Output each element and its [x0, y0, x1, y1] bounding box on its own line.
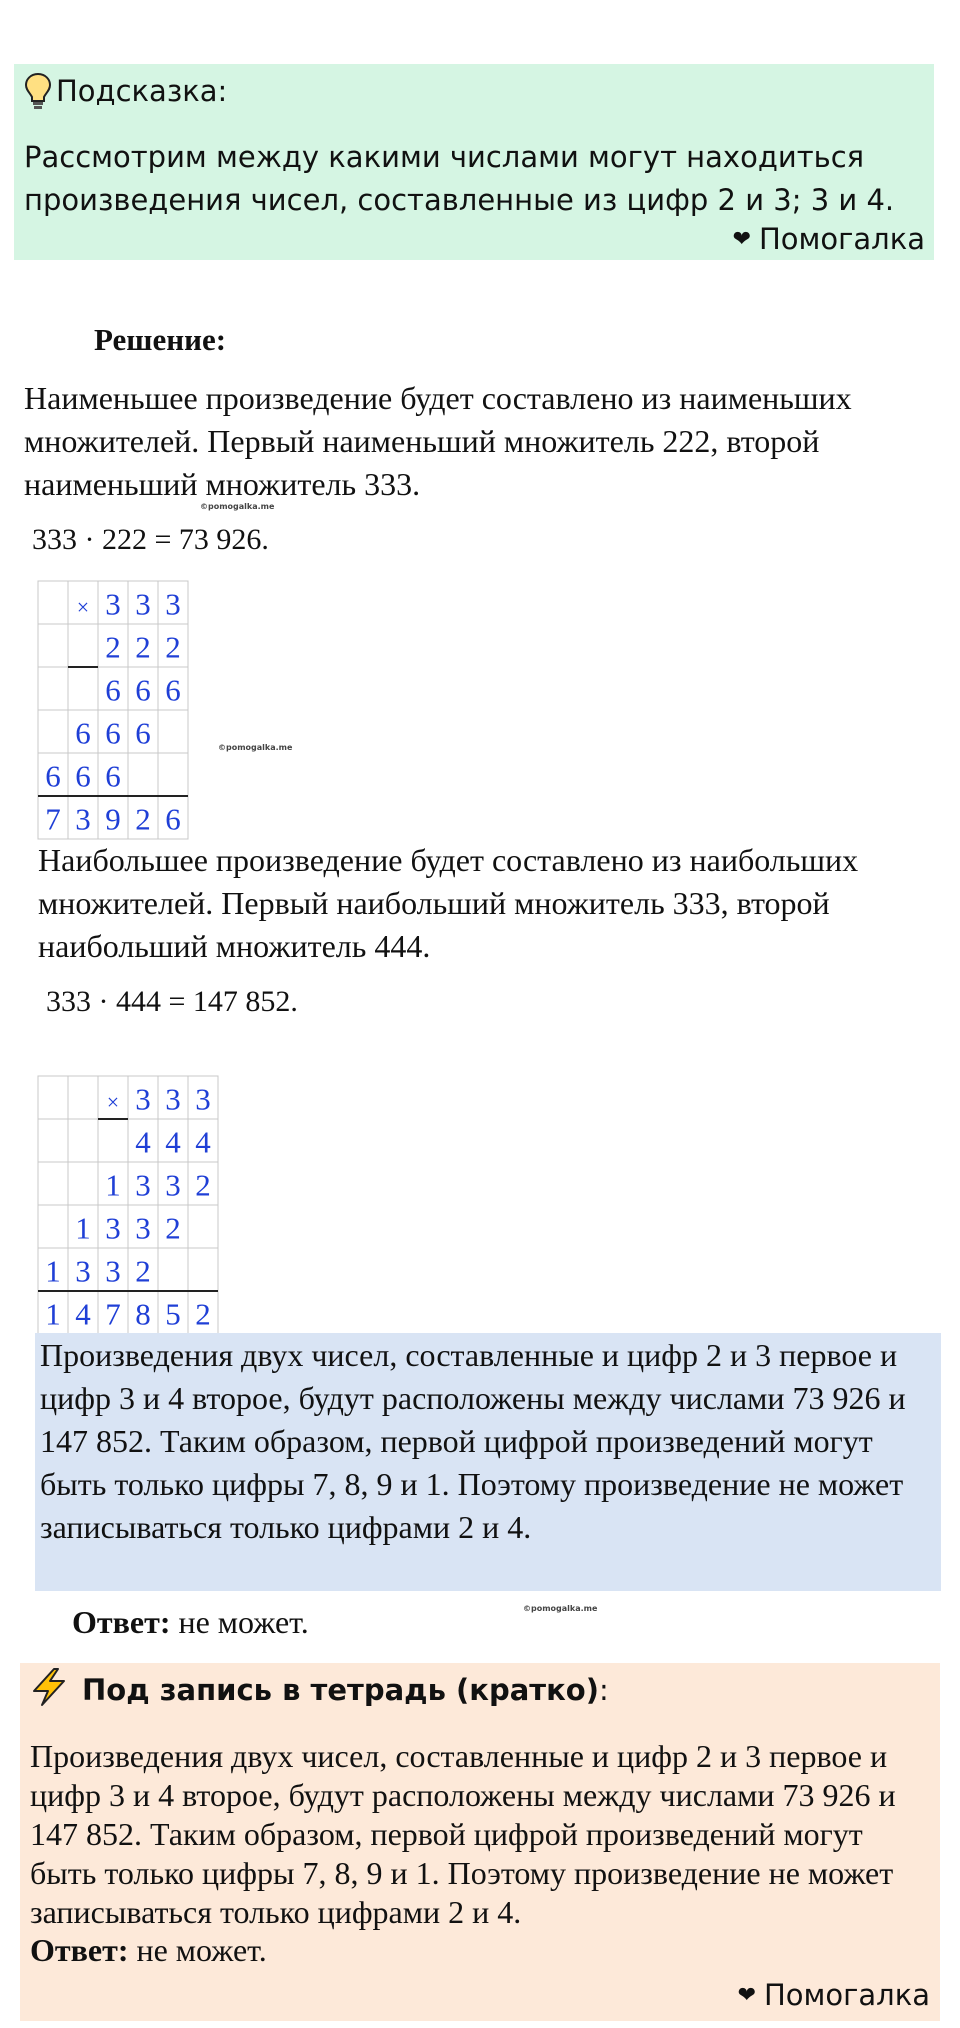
hint-brand	[733, 222, 925, 256]
grid-cell	[38, 581, 68, 624]
answer-label: Ответ:	[72, 1604, 171, 1640]
grid-digit: 3	[135, 1167, 151, 1203]
grid-digit: 3	[135, 1081, 151, 1117]
heart-icon: ❤	[737, 1983, 756, 2008]
grid-cell	[68, 667, 98, 710]
grid-cell	[68, 1119, 98, 1162]
grid-digit: 6	[135, 715, 151, 751]
grid-digit: 6	[105, 715, 121, 751]
solution-title: Решение:	[94, 322, 227, 357]
answer-text: не может.	[170, 1604, 309, 1640]
grid-digit: 2	[165, 1210, 181, 1246]
grid-cell	[158, 753, 188, 796]
multiply-sign: ×	[106, 1089, 120, 1115]
heart-icon: ❤	[732, 227, 751, 252]
grid-digit: 2	[195, 1167, 211, 1203]
multiplication-grid-2	[37, 1075, 219, 1335]
grid-digit: 3	[135, 586, 151, 622]
grid-digit: 6	[165, 801, 181, 837]
grid-digit: 3	[75, 801, 91, 837]
grid-digit: 6	[105, 758, 121, 794]
grid-digit: 2	[105, 629, 121, 665]
grid-digit: 3	[195, 1081, 211, 1117]
equation-2: 333 · 444 = 147 852.	[46, 985, 298, 1018]
grid-cell	[188, 1248, 218, 1291]
grid-digit: 4	[165, 1124, 181, 1160]
note-answer-text: не может.	[128, 1932, 267, 1968]
grid-cell	[38, 624, 68, 667]
grid-digit: 3	[105, 586, 121, 622]
grid-cell	[68, 1162, 98, 1205]
grid-cell	[68, 1076, 98, 1119]
grid-digit: 3	[105, 1253, 121, 1289]
note-text: Произведения двух чисел, составленные и цифр 2 и 3 первое и цифр 3 и 4 второе, будут расположены между числами 73 926 и 147 852. Таким образом, первой цифрой произведений могут быть только цифры 7, 8, 9 и 1. Поэтому произведение не может записываться только цифрами 2 и 4.	[30, 1738, 896, 1930]
grid-cell	[38, 667, 68, 710]
multiplication-grid-1	[37, 580, 189, 840]
grid-cell	[38, 1162, 68, 1205]
grid-digit: 3	[165, 586, 181, 622]
conclusion-text: Произведения двух чисел, составленные и цифр 2 и 3 первое и цифр 3 и 4 второе, будут расположены между числами 73 926 и 147 852. Таким образом, первой цифрой произведений могут быть только цифры 7, 8, 9 и 1. Поэтому произведение не может записываться только цифрами 2 и 4.	[40, 1337, 906, 1545]
grid-digit: 2	[135, 801, 151, 837]
grid-cell	[38, 1076, 68, 1119]
grid-digit: 3	[165, 1167, 181, 1203]
grid-svg	[37, 580, 189, 840]
grid-cell	[98, 1119, 128, 1162]
grid-digit: 4	[195, 1124, 211, 1160]
grid-svg	[37, 1075, 219, 1335]
grid-cell	[38, 710, 68, 753]
grid-digit: 1	[75, 1210, 91, 1246]
grid-digit: 5	[165, 1296, 181, 1332]
grid-digit: 2	[135, 1253, 151, 1289]
grid-digit: 3	[75, 1253, 91, 1289]
grid-digit: 2	[165, 629, 181, 665]
grid-digit: 3	[105, 1210, 121, 1246]
grid-digit: 1	[45, 1296, 61, 1332]
grid-digit: 6	[45, 758, 61, 794]
grid-digit: 6	[75, 758, 91, 794]
grid-cell	[38, 1119, 68, 1162]
grid-digit: 7	[105, 1296, 121, 1332]
grid-cell	[38, 1205, 68, 1248]
grid-digit: 6	[105, 672, 121, 708]
grid-digit: 3	[135, 1210, 151, 1246]
hint-text: Рассмотрим между какими числами могут находиться произведения чисел, составленные из цифр 2 и 3; 3 и 4.	[24, 140, 895, 217]
grid-digit: 4	[75, 1296, 91, 1332]
grid-cell	[158, 710, 188, 753]
grid-digit: 1	[45, 1253, 61, 1289]
lightning-icon	[28, 1667, 70, 1707]
grid-digit: 9	[105, 801, 121, 837]
grid-digit: 2	[135, 629, 151, 665]
grid-digit: 1	[105, 1167, 121, 1203]
grid-digit: 6	[135, 672, 151, 708]
brand-label: Помогалка	[764, 1978, 930, 2012]
grid-cell	[188, 1205, 218, 1248]
grid-digit: 3	[165, 1081, 181, 1117]
grid-cell	[68, 624, 98, 667]
answer-line	[72, 1604, 309, 1641]
note-brand	[738, 1978, 930, 2012]
grid-cell	[128, 753, 158, 796]
equation-1: 333 · 222 = 73 926.	[32, 523, 269, 556]
grid-digit: 6	[165, 672, 181, 708]
watermark: ©pomogalka.me	[200, 502, 275, 511]
watermark: ©pomogalka.me	[218, 743, 293, 752]
lightbulb-icon	[24, 72, 52, 110]
grid-digit: 7	[45, 801, 61, 837]
brand-label: Помогалка	[759, 222, 925, 256]
watermark: ©pomogalka.me	[523, 1604, 598, 1613]
note-answer-line	[30, 1932, 267, 1969]
note-title-text: Под запись в тетрадь (кратко)	[82, 1673, 599, 1707]
hint-title: Подсказка:	[56, 74, 228, 108]
solution-paragraph-2: Наибольшее произведение будет составлено из наибольших множителей. Первый наибольший множитель 333, второй наибольший множитель 444.	[38, 842, 859, 964]
multiply-sign: ×	[76, 594, 90, 620]
grid-digit: 6	[75, 715, 91, 751]
grid-digit: 2	[195, 1296, 211, 1332]
grid-digit: 8	[135, 1296, 151, 1332]
note-answer-label: Ответ:	[30, 1932, 129, 1968]
grid-cell	[158, 1248, 188, 1291]
note-title	[82, 1673, 609, 1707]
solution-paragraph-1: Наименьшее произведение будет составлено из наименьших множителей. Первый наименьший множитель 222, второй наименьший множитель 333.	[24, 380, 852, 502]
grid-digit: 4	[135, 1124, 151, 1160]
note-title-colon: :	[598, 1673, 609, 1707]
